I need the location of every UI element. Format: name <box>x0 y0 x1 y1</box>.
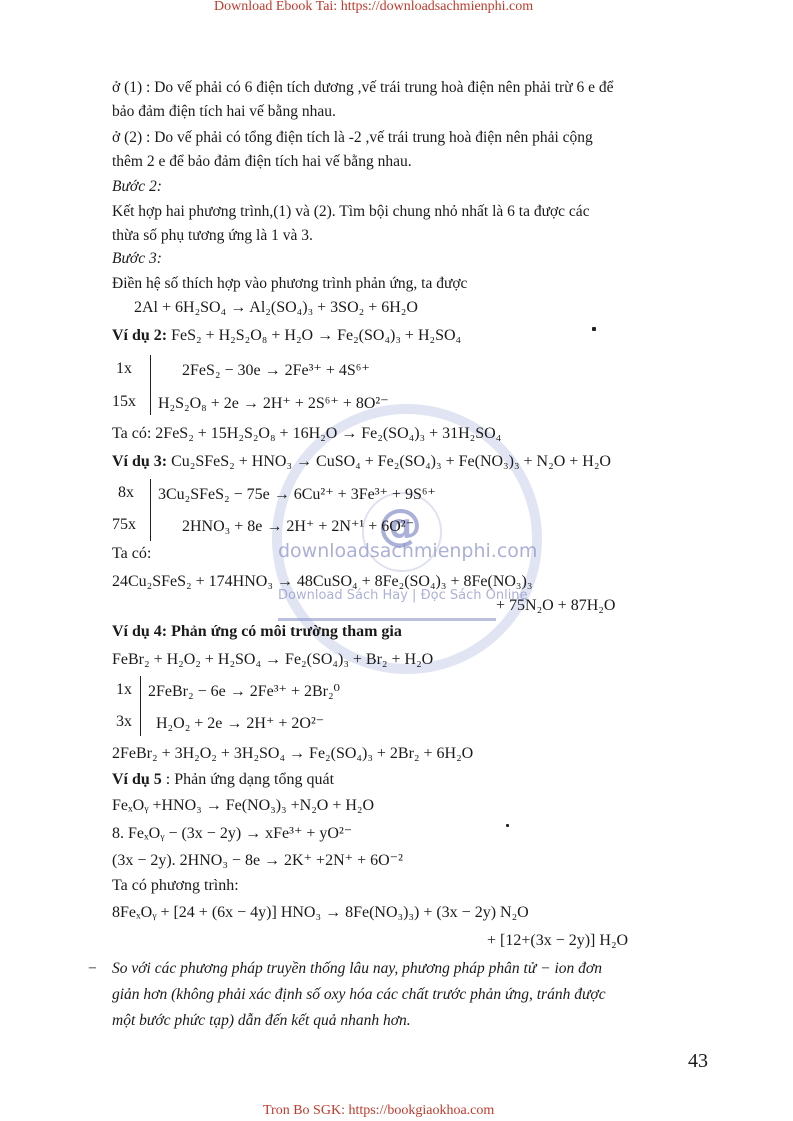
paragraph-3-line-1: Kết hợp hai phương trình,(1) và (2). Tìm bội chung nhỏ nhất là 6 ta được các <box>112 203 590 220</box>
paragraph-3-line-2: thừa số phụ tương ứng là 1 và 3. <box>112 227 313 244</box>
paragraph-1-line-1: ở (1) : Do vế phải có 6 điện tích dương ,vế trái trung hoà điện nên phải trừ 6 e để <box>112 79 614 96</box>
example-3-label: Ví dụ 3: <box>112 453 168 470</box>
conclusion-line-1: So với các phương pháp truyền thống lâu nay, phương pháp phân tử − ion đơn <box>112 960 602 977</box>
example-5-title: : Phản ứng dạng tổng quát <box>161 771 335 788</box>
example-3-coef-1: 8x <box>118 484 134 501</box>
example-3-ta-co: Ta có: <box>112 545 152 562</box>
example-3-half-2: 2HNO₃ + 8e → 2H⁺ + 2N⁺¹ + 6O²⁻ <box>182 518 415 535</box>
example-5-ta-co: Ta có phương trình: <box>112 877 239 894</box>
example-5-result-line-2: + [12+(3x − 2y)] H₂O <box>487 932 629 949</box>
example-2-bracket <box>150 355 151 415</box>
example-2-result: Ta có: 2FeS₂ + 15H₂S₂O₈ + 16H₂O → Fe₂(SO₄)₃ + 31H₂SO₄ <box>112 425 502 442</box>
example-3-half-1: 3Cu₂SFeS₂ − 75e → 6Cu²⁺ + 3Fe³⁺ + 9S⁶⁺ <box>158 486 436 503</box>
example-2-label: Ví dụ 2: <box>112 327 168 344</box>
example-5-equation: FeₓOᵧ +HNO₃ → Fe(NO₃)₃ +N₂O + H₂O <box>112 797 375 814</box>
print-speck <box>592 327 596 331</box>
example-4-heading: Ví dụ 4: Phản ứng có môi trường tham gia <box>112 623 402 640</box>
paragraph-1-line-2: bảo đảm điện tích hai vế bằng nhau. <box>112 103 336 120</box>
conclusion-dash: − <box>88 960 97 977</box>
example-5 <box>112 771 334 789</box>
example-3-result-line-2: + 75N₂O + 87H₂O <box>496 597 616 614</box>
print-speck <box>506 824 509 827</box>
paragraph-2-line-2: thêm 2 e để bảo đảm điện tích hai vế bằng nhau. <box>112 153 412 170</box>
conclusion-line-3: một bước phức tạp) dẫn đến kết quả nhanh hơn. <box>112 1012 411 1029</box>
example-2 <box>112 327 461 345</box>
example-3 <box>112 453 611 471</box>
watermark-at-icon: @ <box>378 500 422 551</box>
example-5-half-1: 8. FeₓOᵧ − (3x − 2y) → xFe³⁺ + yO²⁻ <box>112 825 353 842</box>
example-2-half-2: H₂S₂O₈ + 2e → 2H⁺ + 2S⁶⁺ + 8O²⁻ <box>158 395 389 412</box>
watermark-tagline: Download Sách Hay | Đọc Sách Online <box>278 588 528 603</box>
example-4-coef-2: 3x <box>116 713 132 730</box>
example-2-coef-2: 15x <box>112 393 136 410</box>
example-5-label: Ví dụ 5 <box>112 771 162 788</box>
example-3-coef-2: 75x <box>112 516 136 533</box>
page-number: 43 <box>688 1050 708 1072</box>
paragraph-4: Điền hệ số thích hợp vào phương trình phản ứng, ta được <box>112 275 468 292</box>
example-3-equation: Cu₂SFeS₂ + HNO₃ → CuSO₄ + Fe₂(SO₄)₃ + Fe(NO₃)₃ + N₂O + H₂O <box>171 453 611 470</box>
example-4-result: 2FeBr₂ + 3H₂O₂ + 3H₂SO₄ → Fe₂(SO₄)₃ + 2Br₂ + 6H₂O <box>112 745 474 762</box>
example-4-half-2: H₂O₂ + 2e → 2H⁺ + 2O²⁻ <box>156 715 325 732</box>
watermark-site: downloadsachmienphi.com <box>278 540 538 562</box>
footer-sgk-link[interactable]: Tron Bo SGK: https://bookgiaokhoa.com <box>263 1103 495 1118</box>
example-4-coef-1: 1x <box>116 681 132 698</box>
step-2-heading: Bước 2: <box>112 178 162 195</box>
example-3-result-line-1: 24Cu₂SFeS₂ + 174HNO₃ → 48CuSO₄ + 8Fe₂(SO₄)₃ + 8Fe(NO₃)₃ <box>112 573 533 590</box>
example-4-bracket <box>140 676 141 736</box>
header-download-link[interactable]: Download Ebook Tai: https://downloadsachmienphi.com <box>214 0 534 14</box>
example-5-half-2: (3x − 2y). 2HNO₃ − 8e → 2K⁺ +2N⁺ + 6O⁻² <box>112 852 403 869</box>
example-2-half-1: 2FeS₂ − 30e → 2Fe³⁺ + 4S⁶⁺ <box>182 362 370 379</box>
equation-1: 2Al + 6H₂SO₄ → Al₂(SO₄)₃ + 3SO₂ + 6H₂O <box>134 299 418 316</box>
example-2-equation: FeS₂ + H₂S₂O₈ + H₂O → Fe₂(SO₄)₃ + H₂SO₄ <box>171 327 462 344</box>
conclusion-line-2: giản hơn (không phải xác định số oxy hóa các chất trước phản ứng, tránh được <box>112 986 606 1003</box>
example-4-equation: FeBr₂ + H₂O₂ + H₂SO₄ → Fe₂(SO₄)₃ + Br₂ + H₂O <box>112 651 434 668</box>
example-3-bracket <box>150 479 151 541</box>
paragraph-2-line-1: ở (2) : Do vế phải có tổng điện tích là -2 ,vế trái trung hoà điện nên phải cộng <box>112 129 593 146</box>
example-5-result-line-1: 8FeₓOᵧ + [24 + (6x − 4y)] HNO₃ → 8Fe(NO₃)₃) + (3x − 2y) N₂O <box>112 904 529 921</box>
step-3-heading: Bước 3: <box>112 250 162 267</box>
example-4-half-1: 2FeBr₂ − 6e → 2Fe³⁺ + 2Br₂⁰ <box>148 683 340 700</box>
example-2-coef-1: 1x <box>116 360 132 377</box>
watermark-underline <box>278 618 496 621</box>
